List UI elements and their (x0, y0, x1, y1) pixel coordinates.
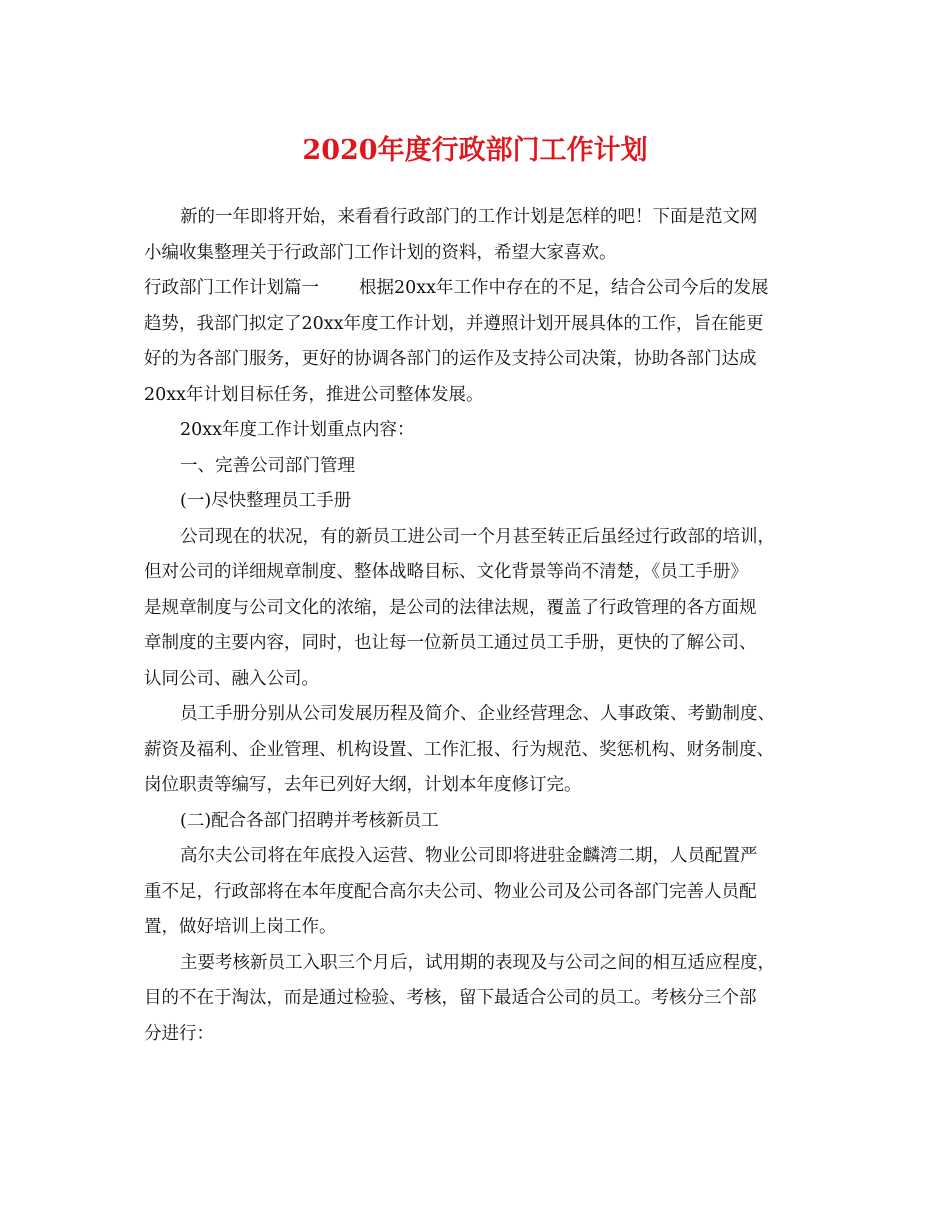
paragraph-line: 趋势，我部门拟定了20xx年度工作计划，并遵照计划开展具体的工作，旨在能更 (144, 313, 764, 334)
paragraph-line: 置，做好培训上岗工作。 (144, 917, 337, 937)
paragraph-line: 公司现在的状况，有的新员工进公司一个月甚至转正后虽经过行政部的培训， (180, 526, 775, 547)
paragraph-line: 薪资及福利、企业管理、机构设置、工作汇报、行为规范、奖惩机构、财务制度、 (144, 739, 774, 760)
section-heading: 行政部门工作计划篇一 (144, 278, 319, 298)
paragraph-line: 目的不在于淘汰，而是通过检验、考核，留下最适合公司的员工。考核分三个部 (144, 988, 757, 1008)
document-body (144, 200, 814, 1052)
paragraph-line: 员工手册分别从公司发展历程及简介、企业经营理念、人事政策、考勤制度、 (180, 704, 775, 724)
paragraph-line: 新的一年即将开始，来看看行政部门的工作计划是怎样的吧！下面是范文网 (180, 207, 758, 227)
paragraph-line: (二)配合各部门招聘并考核新员工 (180, 810, 439, 831)
paragraph-line: 重不足，行政部将在本年度配合高尔夫公司、物业公司及公司各部门完善人员配 (144, 881, 757, 902)
paragraph-line: 岗位职责等编写，去年已列好大纲，计划本年度修订完。 (144, 775, 582, 795)
paragraph-text: 根据20xx年工作中存在的不足，结合公司今后的发展 (359, 278, 769, 298)
paragraph-line: 一、完善公司部门管理 (180, 455, 355, 476)
paragraph-line: 是规章制度与公司文化的浓缩，是公司的法律法规，覆盖了行政管理的各方面规 (144, 597, 757, 618)
paragraph-line: (一)尽快整理员工手册 (180, 491, 352, 511)
paragraph-line: 好的为各部门服务，更好的协调各部门的运作及支持公司决策，协助各部门达成 (144, 349, 757, 369)
document-title: 2020年度行政部门工作计划 (302, 135, 648, 166)
paragraph-line: 认同公司、融入公司。 (144, 668, 319, 689)
paragraph-line: 20xx年计划目标任务，推进公司整体发展。 (144, 384, 484, 405)
paragraph-line: 高尔夫公司将在年底投入运营、物业公司即将进驻金麟湾二期，人员配置严 (180, 846, 758, 866)
paragraph-line (144, 271, 814, 307)
paragraph-line: 章制度的主要内容，同时，也让每一位新员工通过员工手册，更快的了解公司、 (144, 633, 757, 653)
paragraph-line: 小编收集整理关于行政部门工作计划的资料，希望大家喜欢。 (144, 242, 617, 263)
paragraph-line: 主要考核新员工入职三个月后，试用期的表现及与公司之间的相互适应程度， (180, 952, 775, 973)
paragraph-line: 20xx年度工作计划重点内容： (180, 420, 415, 440)
paragraph-line: 但对公司的详细规章制度、整体战略目标、文化背景等尚不清楚，《员工手册》 (144, 562, 748, 582)
paragraph-line: 分进行： (144, 1023, 214, 1044)
